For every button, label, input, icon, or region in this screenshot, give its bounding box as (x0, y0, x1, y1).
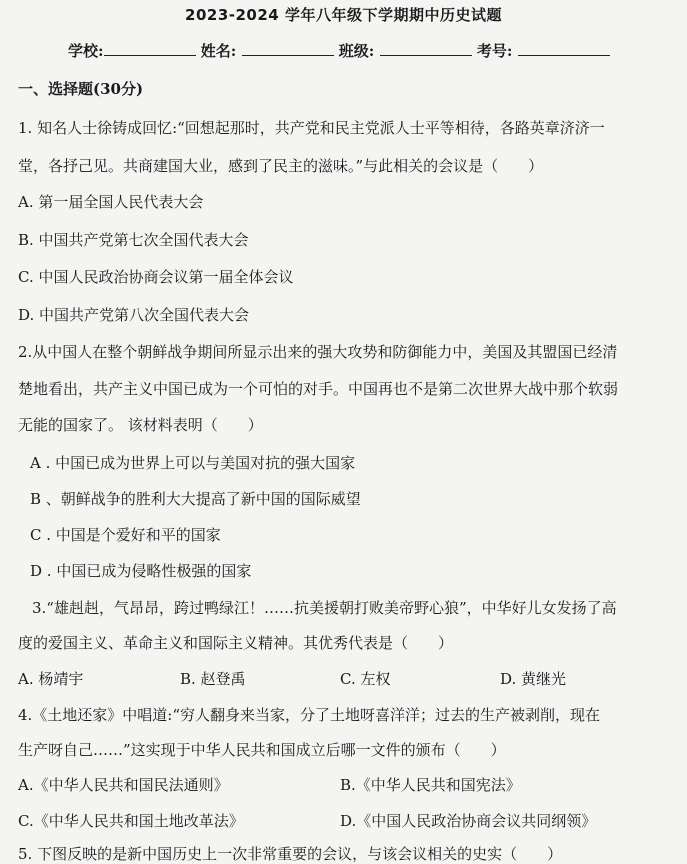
question-3-option-d[interactable]: D. 黄继光 (500, 670, 567, 688)
question-2-stem-line3: 无能的国家了。 该材料表明（ ） (18, 416, 263, 434)
question-2-stem-line1: 2.从中国人在整个朝鲜战争期间所显示出来的强大攻势和防御能力中，美国及其盟国已经清 (18, 343, 618, 361)
question-4-option-c[interactable]: C.《中华人民共和国土地改革法》 (18, 812, 244, 830)
question-4-option-d[interactable]: D.《中国人民政治协商会议共同纲领》 (340, 812, 597, 830)
question-1-option-d[interactable]: D. 中国共产党第八次全国代表大会 (18, 306, 250, 324)
question-4-option-b[interactable]: B.《中华人民共和国宪法》 (340, 776, 521, 794)
class-label: 班级: (338, 42, 375, 60)
exam-no-blank[interactable] (518, 41, 610, 56)
school-blank[interactable] (104, 41, 196, 56)
name-label: 姓名: (200, 42, 237, 60)
question-2-option-a[interactable]: A . 中国已成为世界上可以与美国对抗的强大国家 (30, 454, 356, 472)
question-1-stem-line1: 1. 知名人士徐铸成回忆:“回想起那时，共产党和民主党派人士平等相待，各路英章济济一 (18, 119, 605, 137)
school-label: 学校: (68, 42, 104, 60)
question-4-stem-line2: 生产呀自己……”这实现于中华人民共和国成立后哪一文件的颁布（ ） (18, 741, 506, 759)
question-3-stem-line2: 度的爱国主义、革命主义和国际主义精神。其优秀代表是（ ） (18, 634, 454, 652)
question-1-stem-line2: 堂，各抒己见。共商建国大业，感到了民主的滋味。”与此相关的会议是（ ） (18, 157, 544, 175)
question-5-stem-line1: 5. 下图反映的是新中国历史上一次非常重要的会议，与该会议相关的史实（ ） (18, 845, 563, 863)
question-3-option-b[interactable]: B. 赵登禹 (180, 670, 246, 688)
question-2-option-d[interactable]: D . 中国已成为侵略性极强的国家 (30, 562, 252, 580)
question-4-stem-line1: 4.《土地还家》中唱道:“穷人翻身来当家，分了土地呀喜洋洋；过去的生产被剥削，现在 (18, 706, 601, 724)
question-1-option-a[interactable]: A. 第一届全国人民代表大会 (18, 193, 204, 211)
question-3-option-c[interactable]: C. 左权 (340, 670, 391, 688)
exam-title: 2023-2024 学年八年级下学期期中历史试题 (185, 6, 502, 24)
question-2-option-b[interactable]: B 、朝鲜战争的胜利大大提高了新中国的国际威望 (30, 490, 361, 508)
question-2-stem-line2: 楚地看出，共产主义中国已成为一个可怕的对手。中国再也不是第二次世界大战中那个软弱 (18, 380, 619, 398)
question-4-option-a[interactable]: A.《中华人民共和国民法通则》 (18, 776, 229, 794)
section-heading: 一、选择题(30分) (18, 80, 144, 98)
name-blank[interactable] (242, 41, 334, 56)
question-3-stem-line1: 3.“雄赳赳，气昂昂，跨过鸭绿江！……抗美援朝打败美帝野心狼”，中华好儿女发扬了高 (32, 599, 617, 617)
question-1-option-c[interactable]: C. 中国人民政治协商会议第一届全体会议 (18, 268, 294, 286)
question-1-option-b[interactable]: B. 中国共产党第七次全国代表大会 (18, 231, 249, 249)
exam-no-label: 考号: (476, 42, 513, 60)
student-info-row (68, 40, 668, 61)
question-3-option-a[interactable]: A. 杨靖宇 (18, 670, 84, 688)
class-blank[interactable] (380, 41, 472, 56)
question-2-option-c[interactable]: C . 中国是个爱好和平的国家 (30, 526, 221, 544)
